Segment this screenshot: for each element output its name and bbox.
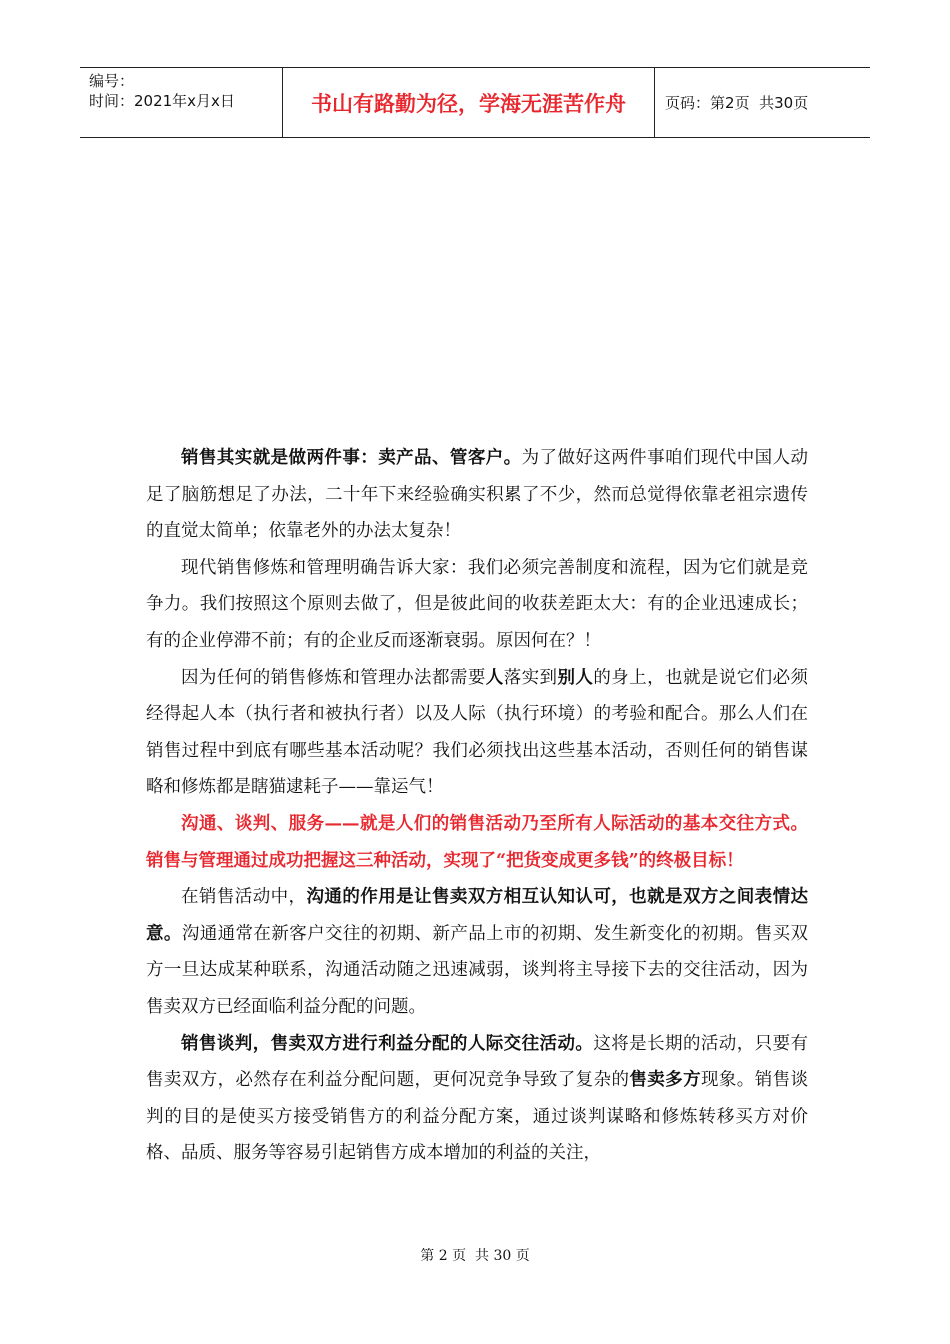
p5-bold: 沟通的作用是让售卖双方相互认知认可，也就是双方之间表情达意。 — [146, 887, 809, 944]
paragraph-5 — [146, 879, 808, 1025]
footer-prefix: 第 — [420, 1248, 435, 1264]
p6-text-c: 现象。销售谈判的目的是使买方接受销售方的利益分配方案，通过谈判谋略和修炼转移买方对价格、品质、服务等容易引起销售方成本增加的利益的关注， — [146, 1070, 809, 1164]
p6-text-a: 这将是长期的活动，只要有售卖双方，必然存在利益分配问题，更何况竞争导致了复杂的 — [146, 1033, 809, 1091]
page-label-suffix: 页 — [793, 94, 809, 112]
page-label-prefix: 页码：第 — [665, 94, 726, 112]
p6-bold-b: 售卖多方 — [629, 1070, 701, 1091]
paragraph-6 — [146, 1026, 808, 1172]
body-content — [146, 440, 808, 1172]
p1-bold: 销售其实就是做两件事：卖产品、管客户。 — [181, 448, 522, 468]
date-label: 时间：2021年x月x日 — [89, 92, 235, 110]
p5-text-a: 在销售活动中， — [181, 887, 307, 908]
header-motto: 书山有路勤为径，学海无涯苦作舟 — [283, 68, 655, 137]
header-page-info — [655, 68, 870, 137]
document-header — [80, 67, 870, 138]
footer-suffix: 页 — [515, 1248, 530, 1264]
p3-text-c: 落实到 — [503, 667, 558, 688]
paragraph-2: 现代销售修炼和管理明确告诉大家：我们必须完善制度和流程，因为它们就是竞争力。我们按照这个原则去做了，但是彼此间的收获差距太大：有的企业迅速成长；有的企业停滞不前；有的企业反而逐渐衰弱。原因何在？！ — [146, 557, 808, 651]
page-footer — [0, 1245, 950, 1265]
p1-text: 为了做好这两件事咱们现代中国人动足了脑筋想足了办法，二十年下来经验确实积累了不少，然而总觉得依靠老祖宗遗传的直觉太简单；依靠老外的办法太复杂！ — [146, 448, 809, 542]
p3-text-d: 的身上，也就是说它们必须经得起人本（执行者和被执行者）以及人际（执行环境）的考验和配合。那么人们在销售过程中到底有哪些基本活动呢？我们必须找出这些基本活动，否则任何的销售谋略和修炼都是瞎猫逮耗子——靠运气！ — [146, 667, 809, 798]
paragraph-1 — [146, 440, 808, 550]
p6-bold-a: 销售谈判，售卖双方进行利益分配的人际交往活动。 — [181, 1033, 594, 1054]
footer-mid: 页 共 — [452, 1248, 489, 1264]
p5-text-c: 沟通通常在新客户交往的初期、新产品上市的初期、发生新变化的初期。售买双方一旦达成某种联系，沟通活动随之迅速减弱，谈判将主导接下去的交往活动，因为售卖双方已经面临利益分配的问题。 — [146, 923, 809, 1017]
page-label-mid: 页 共 — [734, 94, 775, 112]
p3-bold-bieren: 别人 — [557, 667, 594, 688]
paragraph-4-highlight: 沟通、谈判、服务——就是人们的销售活动乃至所有人际活动的基本交往方式。销售与管理通过成功把握这三种活动，实现了“把货变成更多钱”的终极目标！ — [146, 813, 808, 871]
p3-bold-ren: 人 — [485, 667, 504, 688]
page-total: 30 — [774, 93, 794, 112]
footer-page-total: 30 — [493, 1248, 512, 1264]
header-meta — [80, 68, 283, 137]
page-number: 2 — [725, 93, 735, 112]
paragraph-3 — [146, 660, 808, 806]
footer-page-number: 2 — [438, 1248, 448, 1264]
p3-text-a: 因为任何的销售修炼和管理办法都需要 — [181, 667, 486, 688]
serial-label: 编号： — [89, 72, 135, 90]
